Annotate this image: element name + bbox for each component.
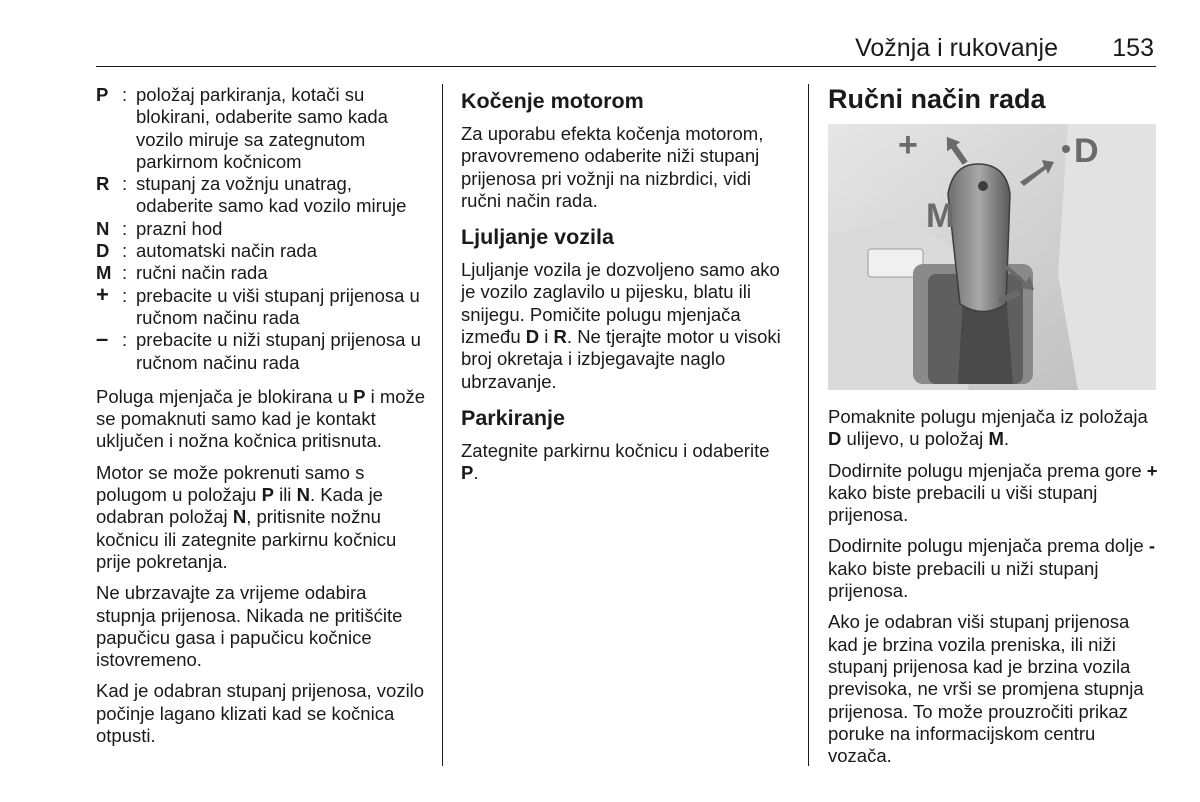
legend-item-m: M : ručni način rada <box>96 262 268 284</box>
paragraph-engine-braking: Za uporabu efekta kočenja motorom, pravovremeno odaberite niži stupanj prijenosa pri vožnji na nizbrdici, vidi ručni način rada. <box>461 123 764 211</box>
legend-item-plus: + : prebacite u viši stupanj prijenosa u ručnom načinu rada <box>96 281 420 328</box>
heading-parking: Parkiranje <box>461 405 565 430</box>
gear-lever-figure <box>828 124 1156 390</box>
paragraph-rocking: Ljuljanje vozila je dozvoljeno samo ako je vozilo zaglavilo u pijesku, blatu ili snijegu. Pomičite polugu mjenjača između D i R. Ne tjerajte motor u visoki broj okretaja i izbjegavajte naglo ubrzavanje. <box>461 259 781 392</box>
column-right <box>828 84 1158 776</box>
page-header <box>96 32 1156 67</box>
d-label: D <box>1074 132 1099 170</box>
legend-item-r: R : stupanj za vožnju unatrag, odaberite samo kad vozilo miruje <box>96 173 407 217</box>
paragraph-select-manual: Pomaknite polugu mjenjača iz položaja D ulijevo, u položaj M. <box>828 406 1148 450</box>
heading-rocking: Ljuljanje vozila <box>461 225 614 250</box>
paragraph-no-accelerate: Ne ubrzavajte za vrijeme odabira stupnja prijenosa. Nikada ne pritišćite papučicu gasa i papučicu kočnice istovremeno. <box>96 582 403 671</box>
legend-item-n: N : prazni hod <box>96 217 223 239</box>
legend-item-p: P : položaj parkiranja, kotači su blokirani, odaberite samo kada vozilo miruje sa zategnutom parkirnom kočnicom <box>96 84 388 172</box>
paragraph-creep: Kad je odabran stupanj prijenosa, vozilo počinje lagano klizati kad se kočnica otpusti. <box>96 680 425 747</box>
column-middle <box>461 84 791 494</box>
legend-item-minus: – : prebacite u niži stupanj prijenosa u ručnom načinu rada <box>96 326 421 373</box>
paragraph-upshift: Dodirnite polugu mjenjača prema gore + kako biste prebacili u viši stupanj prijenosa. <box>828 459 1158 526</box>
legend-item-d: D : automatski način rada <box>96 240 317 262</box>
column-left <box>96 84 426 756</box>
m-label: M <box>926 197 955 235</box>
section-title: Vožnja i rukovanje <box>855 34 1058 62</box>
minus-icon: – <box>96 326 109 352</box>
paragraph-engine-start: Motor se može pokrenuti samo s polugom u položaju P ili N. Kada je odabran položaj N, pritisnite nožnu kočnicu ili zategnite parkirnu kočnicu prije pokretanja. <box>96 461 397 572</box>
paragraph-shift-limits: Ako je odabran viši stupanj prijenosa kad je brzina vozila preniska, ili niži stupanj prijenosa kad je brzina vozila previsoka, ne vrši se promjena stupnja prijenosa. To može prouzročiti prikaz poruke na informacijskom centru vozača. <box>828 611 1144 767</box>
column-divider <box>808 84 809 766</box>
plus-icon: + <box>96 281 109 307</box>
column-divider <box>442 84 443 766</box>
gear-lever-illustration <box>828 124 1156 390</box>
plus-label: + <box>898 126 918 164</box>
paragraph-parking: Zategnite parkirnu kočnicu i odaberite P. <box>461 439 770 484</box>
gear-legend <box>96 84 426 374</box>
page-number: 153 <box>1112 34 1154 62</box>
paragraph-lever-lock: Poluga mjenjača je blokirana u P i može se pomaknuti samo kad je kontakt uključen i nožna kočnica pritisnuta. <box>96 385 426 452</box>
heading-engine-braking: Kočenje motorom <box>461 89 644 113</box>
section-heading: Ručni način rada <box>828 84 1046 114</box>
paragraph-downshift: Dodirnite polugu mjenjača prema dolje - kako biste prebacili u niži stupanj prijenosa. <box>828 535 1156 602</box>
